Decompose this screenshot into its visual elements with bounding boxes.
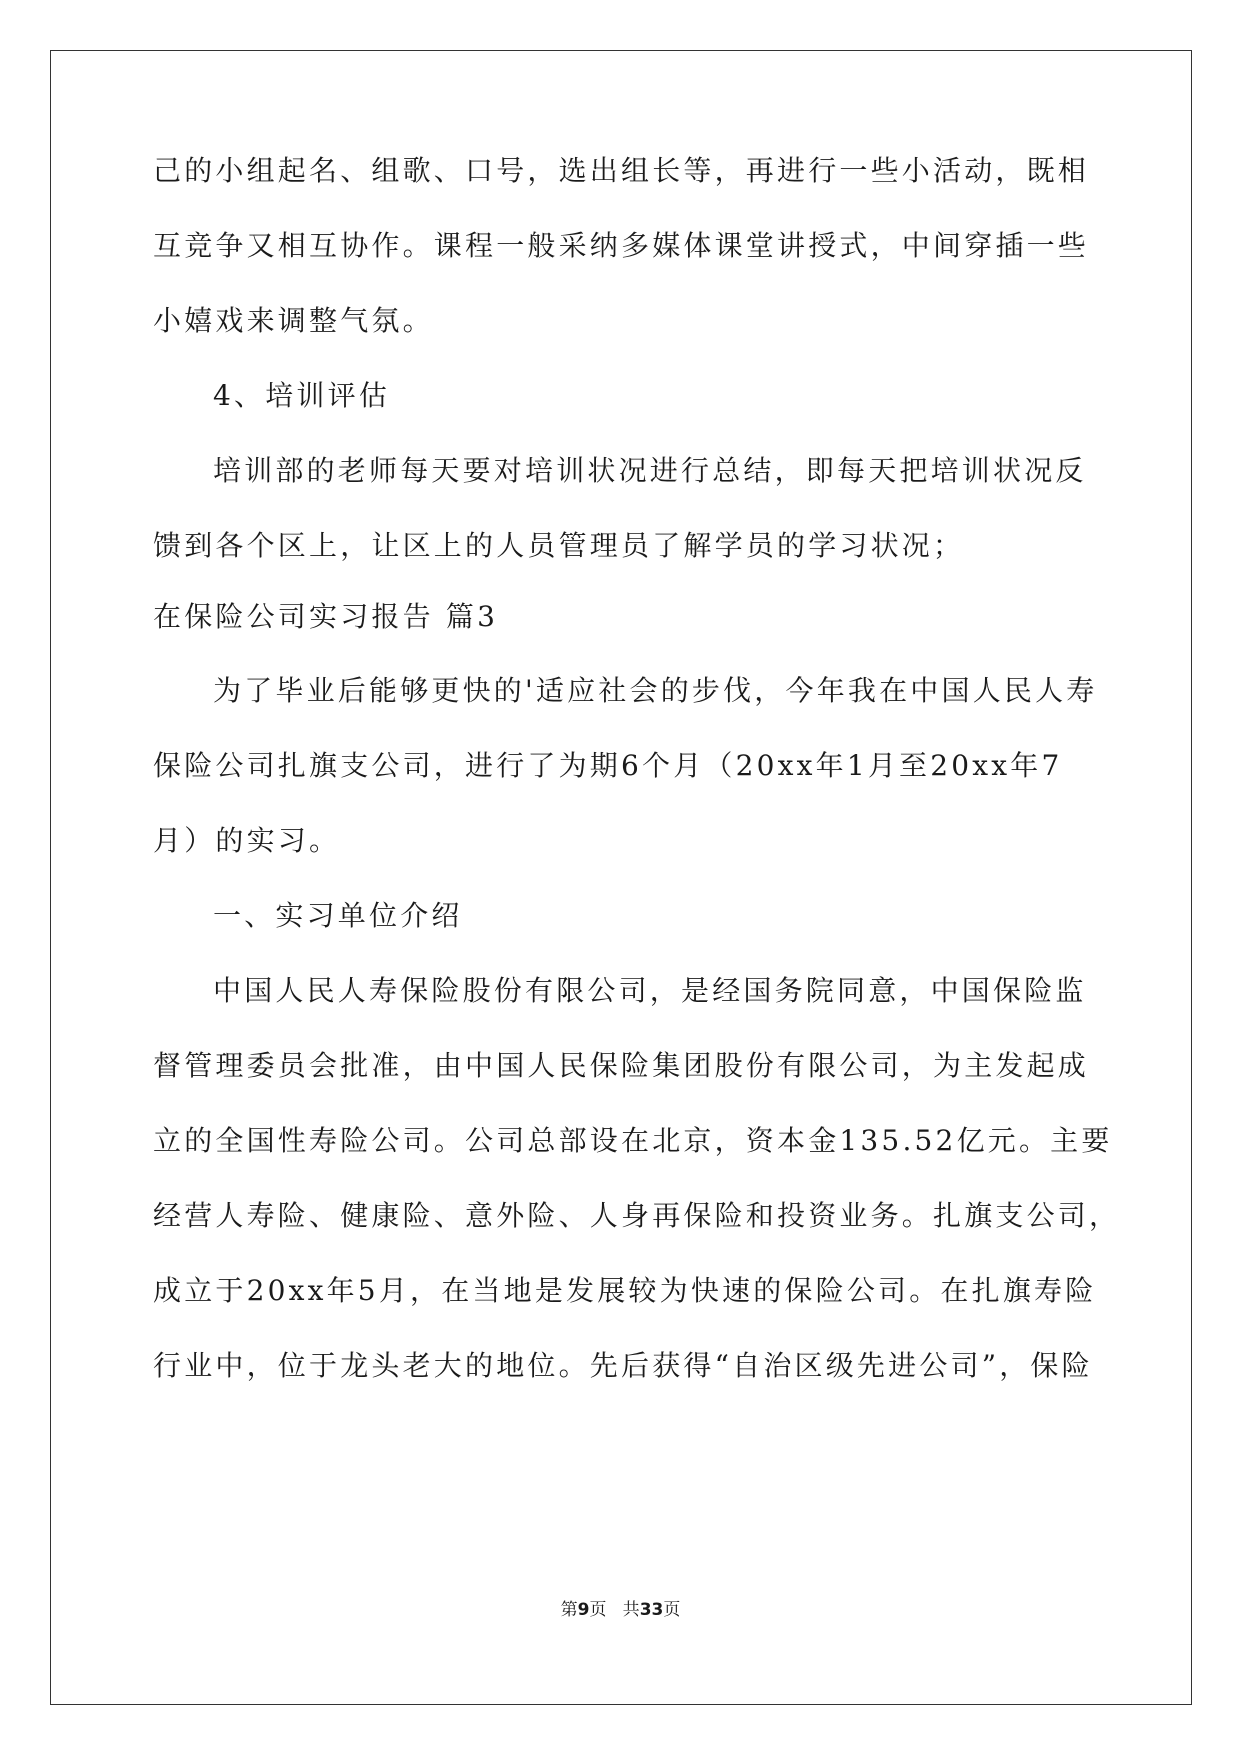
article-title: 在保险公司实习报告 篇3 <box>153 600 499 633</box>
text-line: 互竞争又相互协作。课程一般采纳多媒体课堂讲授式，中间穿插一些 <box>153 229 1090 262</box>
page-number: 9 <box>577 1600 590 1620</box>
page-footer <box>0 1598 1241 1622</box>
text-line: 经营人寿险、健康险、意外险、人身再保险和投资业务。扎旗支公司， <box>153 1199 1121 1232</box>
footer-middle: 页 共 <box>589 1600 640 1620</box>
footer-prefix: 第 <box>560 1600 578 1620</box>
text-line: 立的全国性寿险公司。公司总部设在北京，资本金135.52亿元。主要 <box>153 1124 1113 1157</box>
page-border <box>50 50 1192 1705</box>
text-line: 培训部的老师每天要对培训状况进行总结，即每天把培训状况反 <box>213 454 1087 487</box>
text-line: 保险公司扎旗支公司，进行了为期6个月（20xx年1月至20xx年7 <box>153 749 1063 782</box>
text-line: 成立于20xx年5月，在当地是发展较为快速的保险公司。在扎旗寿险 <box>153 1274 1097 1307</box>
text-line: 月）的实习。 <box>153 824 341 857</box>
text-line: 小嬉戏来调整气氛。 <box>153 304 434 337</box>
text-line: 馈到各个区上，让区上的人员管理员了解学员的学习状况； <box>153 529 965 562</box>
total-pages: 33 <box>639 1600 664 1620</box>
text-line: 为了毕业后能够更快的'适应社会的步伐，今年我在中国人民人寿 <box>213 674 1098 707</box>
text-line: 督管理委员会批准，由中国人民保险集团股份有限公司，为主发起成 <box>153 1049 1090 1082</box>
text-line: 行业中，位于龙头老大的地位。先后获得“自治区级先进公司”，保险 <box>153 1349 1093 1382</box>
section-heading: 4、培训评估 <box>213 379 391 412</box>
text-line: 中国人民人寿保险股份有限公司，是经国务院同意，中国保险监 <box>213 974 1087 1007</box>
section-heading: 一、实习单位介绍 <box>213 899 463 932</box>
footer-suffix: 页 <box>663 1600 681 1620</box>
text-line: 己的小组起名、组歌、口号，选出组长等，再进行一些小活动，既相 <box>153 154 1090 187</box>
